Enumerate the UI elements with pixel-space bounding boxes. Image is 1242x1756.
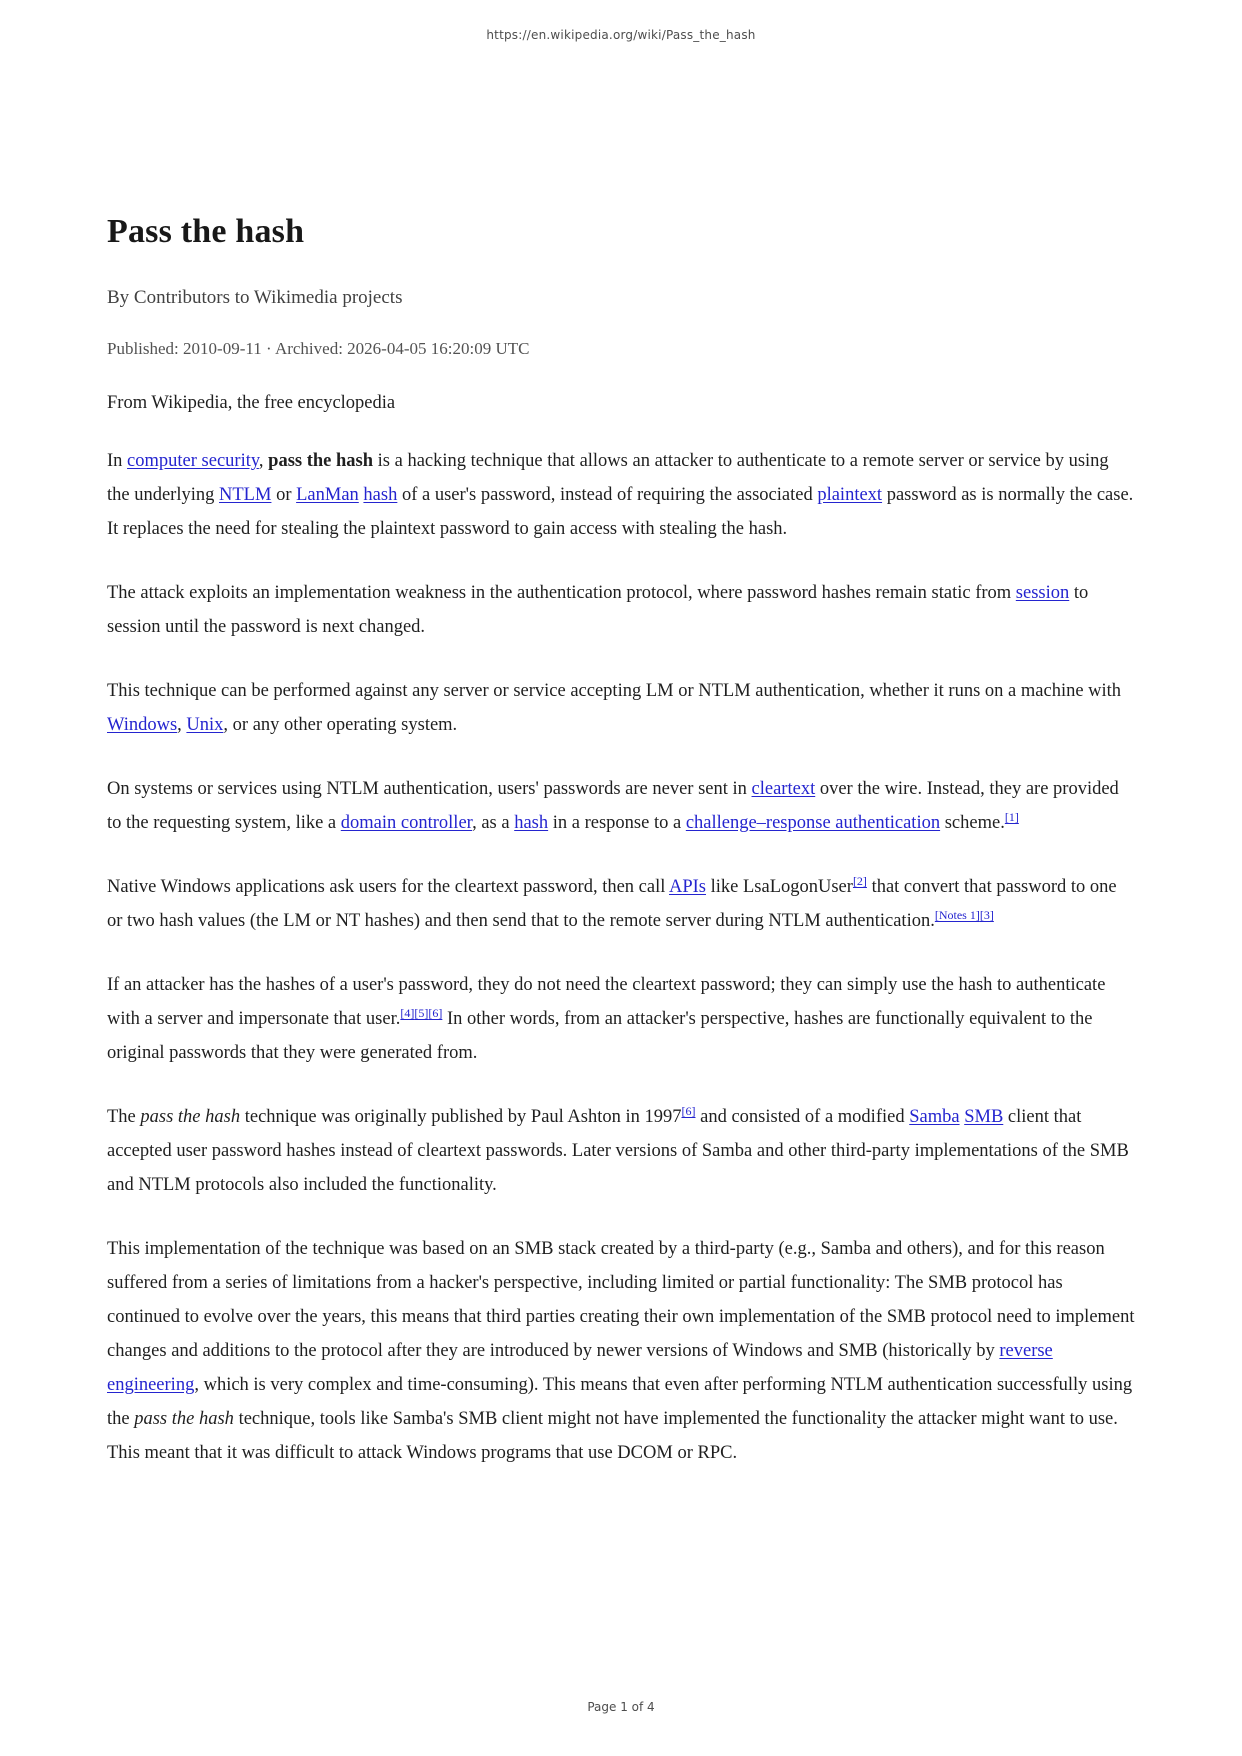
inline-link[interactable]: Windows [107, 715, 178, 736]
bold-text: pass the hash [268, 451, 374, 472]
article-content [107, 0, 1135, 1470]
article-meta: Published: 2010-09-11 · Archived: 2026-04-05 16:20:09 UTC [107, 339, 530, 359]
inline-link[interactable]: Samba [909, 1107, 960, 1128]
reference-link[interactable]: [4] [400, 1005, 415, 1020]
reference-sup [428, 1006, 442, 1020]
paragraph: If an attacker has the hashes of a user's password, they do not need the cleartext password; they can simply use the hash to authenticate with a server and impersonate that user.[4][5][6] In other words, from an attacker's perspective, hashes are functionally equivalent to the original passwords that they were generated from. [107, 975, 1106, 1064]
reference-link[interactable]: [1] [1004, 809, 1019, 824]
inline-link[interactable]: LanMan [296, 485, 359, 506]
inline-link[interactable]: plaintext [817, 485, 883, 506]
source-note: From Wikipedia, the free encyclopedia [107, 393, 396, 414]
inline-link[interactable]: computer security [127, 451, 259, 472]
page-header-url: https://en.wikipedia.org/wiki/Pass_the_hash [486, 28, 756, 42]
inline-link[interactable]: session [1015, 583, 1070, 604]
reference-sup [853, 874, 867, 888]
paragraph: On systems or services using NTLM authentication, users' passwords are never sent in cleartext over the wire. Instead, they are provided to the requesting system, like a domain controller, as a hash in a response to a challenge–response authentication scheme.[1] [107, 779, 1119, 834]
reference-sup [980, 908, 994, 922]
reference-sup [935, 908, 980, 922]
italic-text: pass the hash [134, 1409, 234, 1430]
inline-link[interactable]: reverse engineering [107, 1341, 1053, 1396]
article-byline: By Contributors to Wikimedia projects [107, 287, 403, 309]
paragraph: In computer security, pass the hash is a hacking technique that allows an attacker to authenticate to a remote server or service by using the underlying NTLM or LanMan hash of a user's password, instead of requiring the associated plaintext password as is normally the case. It replaces the need for stealing the plaintext password to gain access with stealing the hash. [107, 451, 1134, 540]
reference-sup [400, 1006, 414, 1020]
paragraph: This implementation of the technique was based on an SMB stack created by a third-party (e.g., Samba and others), and for this reason suffered from a series of limitations from a hacker's perspective, including limited or partial functionality: The SMB protocol has continued to evolve over the years, this means that third parties creating their own implementation of the SMB protocol need to implement changes and additions to the protocol after they are introduced by newer versions of Windows and SMB (historically by reverse engineering, which is very complex and time-consuming). This means that even after performing NTLM authentication successfully using the pass the hash technique, tools like Samba's SMB client might not have implemented the functionality the attacker might want to use. This meant that it was difficult to attack Windows programs that use DCOM or RPC. [107, 1239, 1135, 1464]
reference-link[interactable]: [5] [414, 1005, 429, 1020]
inline-link[interactable]: APIs [668, 877, 706, 898]
paragraph: The attack exploits an implementation weakness in the authentication protocol, where password hashes remain static from session to session until the password is next changed. [107, 583, 1089, 638]
inline-link[interactable]: domain controller [340, 813, 473, 834]
article-title: Pass the hash [107, 213, 305, 250]
inline-link[interactable]: NTLM [219, 485, 272, 506]
inline-link[interactable]: challenge–response authentication [685, 813, 941, 834]
reference-link[interactable]: [6] [428, 1005, 443, 1020]
reference-sup [414, 1006, 428, 1020]
paragraph: The pass the hash technique was originally published by Paul Ashton in 1997[6] and consisted of a modified Samba SMB client that accepted user password hashes instead of cleartext passwords. Later versions of Samba and other third-party implementations of the SMB and NTLM protocols also included the functionality. [107, 1103, 1129, 1196]
page-footer: Page 1 of 4 [587, 1700, 655, 1714]
paragraph: This technique can be performed against any server or service accepting LM or NTLM authentication, whether it runs on a machine with Windows, Unix, or any other operating system. [107, 681, 1122, 736]
reference-link[interactable]: [3] [979, 907, 994, 922]
paragraph: Native Windows applications ask users for the cleartext password, then call APIs like LsaLogonUser[2] that convert that password to one or two hash values (the LM or NT hashes) and then send that to the remote server during NTLM authentication.[Notes 1][3] [107, 873, 1117, 932]
inline-link[interactable]: hash [514, 813, 549, 834]
reference-sup [1005, 810, 1019, 824]
inline-link[interactable]: cleartext [751, 779, 816, 800]
italic-text: pass the hash [140, 1107, 241, 1128]
reference-link[interactable]: [Notes 1] [934, 907, 980, 922]
reference-link[interactable]: [6] [681, 1103, 696, 1118]
reference-sup [681, 1104, 695, 1118]
inline-link[interactable]: Unix [186, 715, 224, 736]
article-body [107, 444, 1135, 1470]
reference-link[interactable]: [2] [852, 873, 867, 888]
inline-link[interactable]: hash [363, 485, 398, 506]
inline-link[interactable]: SMB [964, 1107, 1004, 1128]
